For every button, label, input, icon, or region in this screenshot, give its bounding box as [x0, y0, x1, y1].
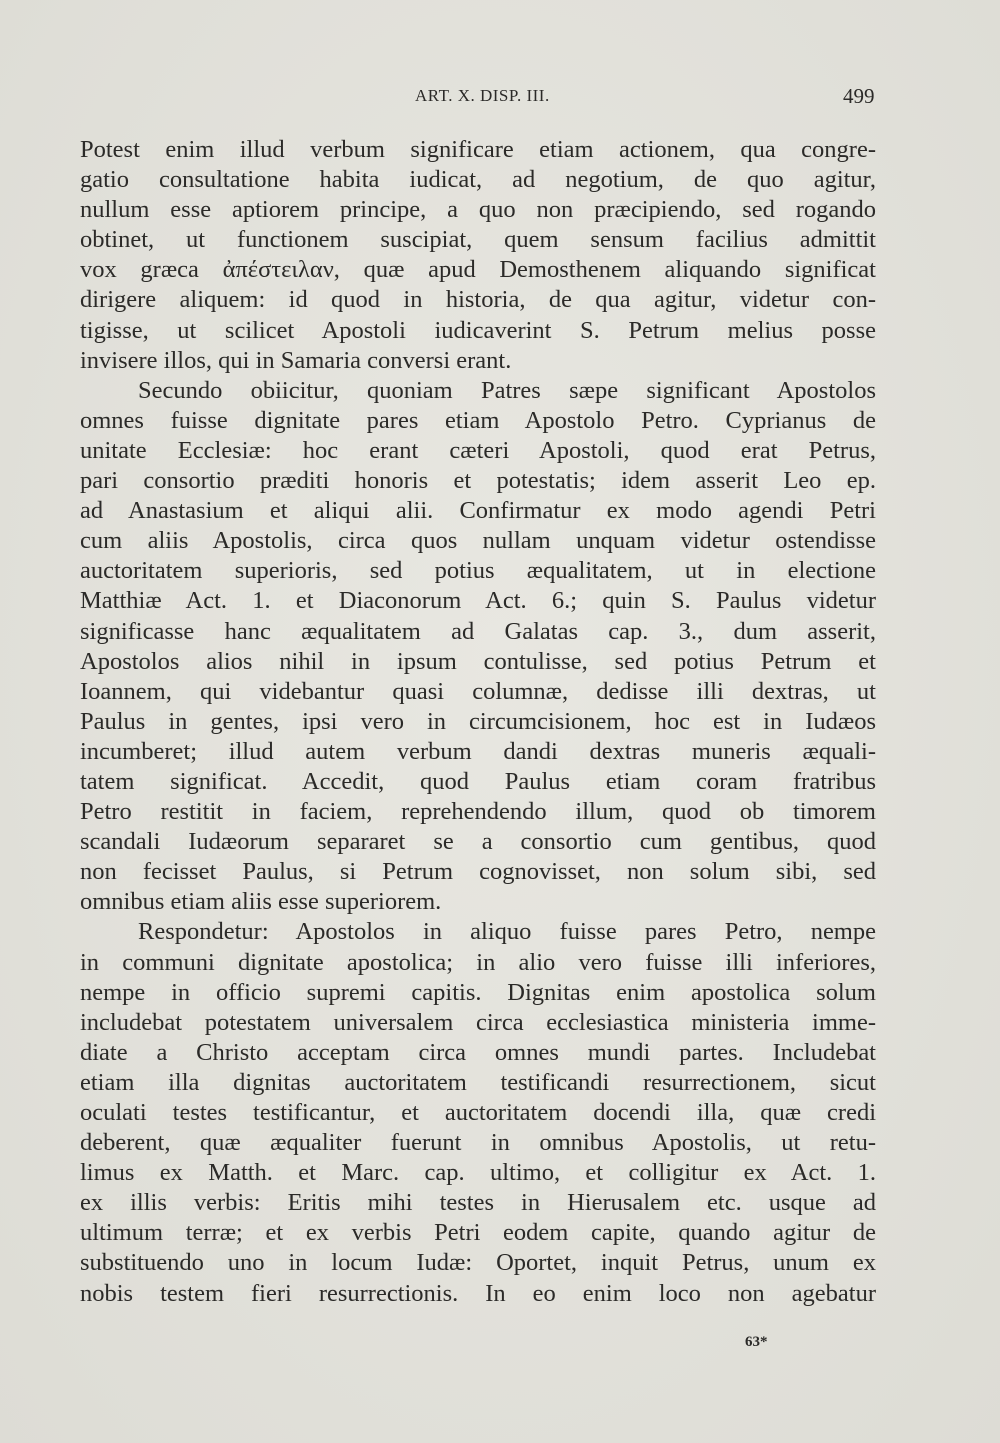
text-line: diate a Christo acceptam circa omnes mundi partes. Includebat	[80, 1038, 876, 1066]
text-line: Petro restitit in faciem, reprehendendo illum, quod ob timorem	[80, 798, 876, 826]
running-head	[0, 86, 1000, 116]
text-line: non fecisset Paulus, si Petrum cognovisset, non solum sibi, sed	[80, 858, 876, 886]
text-line: substituendo uno in locum Iudæ: Oportet, inquit Petrus, unum ex	[80, 1249, 876, 1277]
text-line: ad Anastasium et aliqui alii. Confirmatur ex modo agendi Petri	[80, 497, 876, 525]
text-line: incumberet; illud autem verbum dandi dextras muneris æquali-	[80, 737, 876, 765]
text-line: includebat potestatem universalem circa ecclesiastica ministeria imme-	[80, 1008, 876, 1036]
text-line: unitate Ecclesiæ: hoc erant cæteri Apostoli, quod erat Petrus,	[80, 436, 876, 464]
text-line: etiam illa dignitas auctoritatem testificandi resurrectionem, sicut	[80, 1068, 876, 1096]
signature-mark: 63*	[745, 1334, 768, 1350]
running-title: ART. X. DISP. III.	[415, 86, 550, 105]
text-line: scandali Iudæorum separaret se a consortio cum gentibus, quod	[80, 828, 876, 856]
text-line: omnes fuisse dignitate pares etiam Apostolo Petro. Cyprianus de	[80, 406, 876, 434]
text-line: tatem significat. Accedit, quod Paulus etiam coram fratribus	[80, 767, 876, 795]
text-line: nempe in officio supremi capitis. Dignitas enim apostolica solum	[80, 978, 876, 1006]
body-text	[80, 135, 876, 1309]
text-line: dirigere aliquem: id quod in historia, de qua agitur, videtur con-	[80, 286, 876, 314]
text-line: significasse hanc æqualitatem ad Galatas cap. 3., dum asserit,	[80, 617, 876, 645]
text-line: invisere illos, qui in Samaria conversi erant.	[80, 346, 512, 374]
text-line: omnibus etiam aliis esse superiorem.	[80, 888, 442, 916]
text-line: deberent, quæ æqualiter fuerunt in omnibus Apostolis, ut retu-	[80, 1129, 876, 1157]
text-line: nullum esse aptiorem principe, a quo non præcipiendo, sed rogando	[80, 196, 876, 224]
text-line: gatio consultatione habita iudicat, ad negotium, de quo agitur,	[80, 166, 876, 194]
text-line: nobis testem fieri resurrectionis. In eo enim loco non agebatur	[80, 1279, 876, 1307]
text-line: obtinet, ut functionem suscipiat, quem sensum facilius admittit	[80, 226, 876, 254]
text-line: auctoritatem superioris, sed potius æqualitatem, ut in electione	[80, 557, 876, 585]
text-line: vox græca ἀπέστειλαν, quæ apud Demosthenem aliquando significat	[80, 256, 876, 284]
text-line: in communi dignitate apostolica; in alio vero fuisse illi inferiores,	[80, 948, 876, 976]
text-line: Secundo obiicitur, quoniam Patres sæpe significant Apostolos	[138, 376, 876, 404]
text-line: Apostolos alios nihil in ipsum contulisse, sed potius Petrum et	[80, 647, 876, 675]
text-line: oculati testes testificantur, et auctoritatem docendi illa, quæ credi	[80, 1099, 876, 1126]
text-line: ultimum terræ; et ex verbis Petri eodem capite, quando agitur de	[80, 1219, 876, 1247]
text-line: cum aliis Apostolis, circa quos nullam unquam videtur ostendisse	[80, 527, 876, 555]
text-line: pari consortio præditi honoris et potestatis; idem asserit Leo ep.	[80, 467, 876, 495]
text-line: Paulus in gentes, ipsi vero in circumcisionem, hoc est in Iudæos	[80, 707, 876, 735]
text-line: tigisse, ut scilicet Apostoli iudicaverint S. Petrum melius posse	[80, 316, 876, 344]
text-line: Ioannem, qui videbantur quasi columnæ, dedisse illi dextras, ut	[80, 677, 876, 705]
text-line: ex illis verbis: Eritis mihi testes in Hierusalem etc. usque ad	[80, 1189, 876, 1217]
text-line: limus ex Matth. et Marc. cap. ultimo, et colligitur ex Act. 1.	[80, 1159, 876, 1187]
text-line: Matthiæ Act. 1. et Diaconorum Act. 6.; quin S. Paulus videtur	[80, 587, 876, 615]
page-number: 499	[843, 84, 875, 108]
text-line: Potest enim illud verbum significare etiam actionem, qua congre-	[80, 136, 876, 163]
text-line: Respondetur: Apostolos in aliquo fuisse pares Petro, nempe	[138, 918, 876, 946]
